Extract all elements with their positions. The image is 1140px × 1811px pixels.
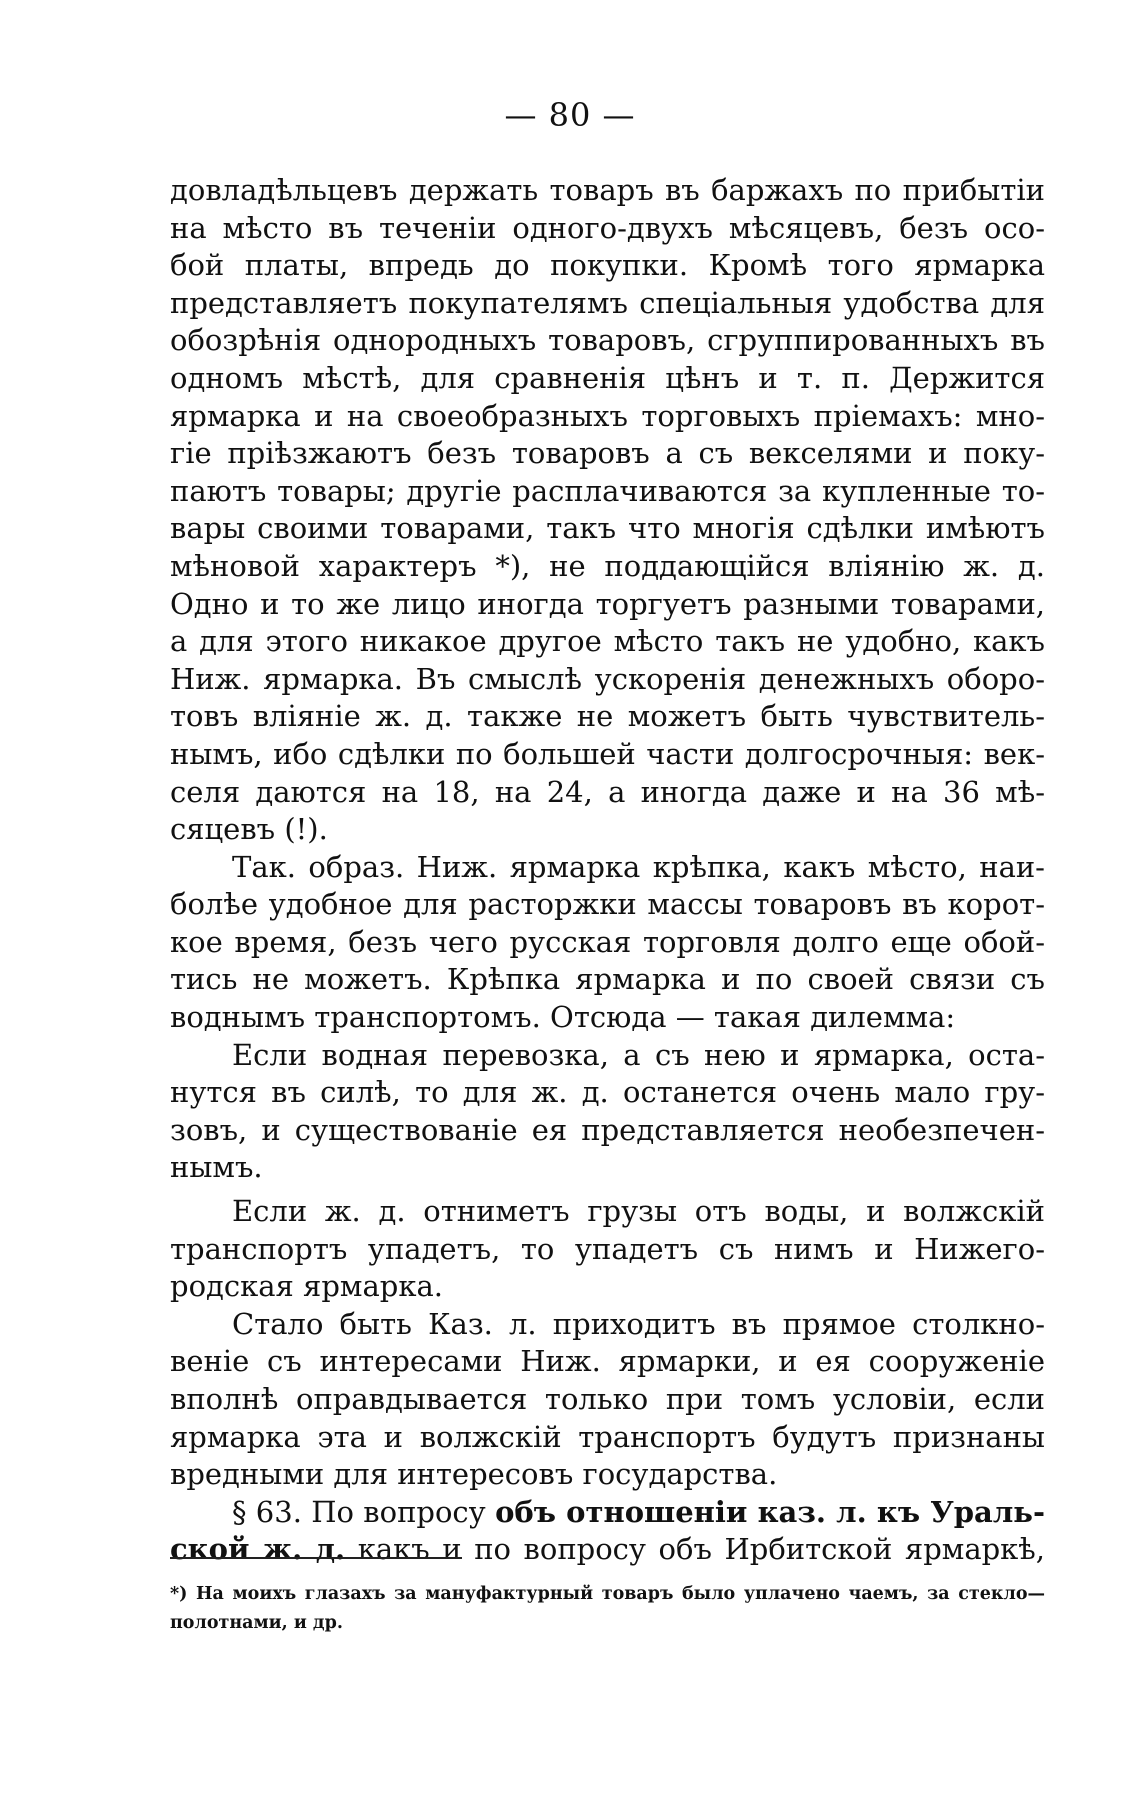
section-number: § 63. По вопросу — [232, 1494, 486, 1529]
section-text: какъ и по вопросу объ Ирбитской ярмаркѣ, — [357, 1532, 1046, 1567]
footnote — [170, 1580, 1045, 1638]
section-heading-line — [170, 1494, 1045, 1532]
text-line: представляетъ покупателямъ спеціальныя удобства для — [170, 285, 1045, 320]
text-line: Если ж. д. отниметъ грузы отъ воды, и волжскій — [232, 1194, 1045, 1229]
page-number: — 80 — — [504, 96, 636, 134]
section-heading-bold: объ отношеніи каз. л. къ Ураль- — [495, 1494, 1046, 1529]
text-line: ярмарка и на своеобразныхъ торговыхъ пріемахъ: мно- — [170, 398, 1045, 433]
text-line: ярмарка эта и волжскій транспортъ будутъ признаны — [170, 1419, 1045, 1454]
text-line: родская ярмарка. — [170, 1269, 443, 1304]
text-line: бой платы, впредь до покупки. Кромѣ того ярмарка — [170, 248, 1045, 283]
text-line: сяцевъ (!). — [170, 812, 328, 847]
text-line: нымъ, ибо сдѣлки по большей части долгосрочныя: век- — [170, 736, 1045, 771]
text-line: транспортъ упадетъ, то упадетъ съ нимъ и Нижего- — [170, 1231, 1045, 1266]
text-line: Так. образ. Ниж. ярмарка крѣпка, какъ мѣсто, наи- — [232, 849, 1045, 884]
text-line: гіе пріѣзжаютъ безъ товаровъ а съ векселями и поку- — [170, 436, 1045, 471]
text-line: вполнѣ оправдывается только при томъ условіи, если — [170, 1382, 1045, 1416]
text-line: кое время, безъ чего русская торговля долго еще обой- — [170, 924, 1045, 959]
text-line: паютъ товары; другіе расплачиваются за купленные то- — [170, 473, 1045, 508]
text-line: довладѣльцевъ держать товаръ въ баржахъ по прибытіи — [170, 173, 1045, 207]
text-line: а для этого никакое другое мѣсто такъ не удобно, какъ — [170, 624, 1045, 659]
text-line: мѣновой характеръ *), не поддающійся вліянію ж. д. — [170, 548, 1045, 583]
footnote-line: полотнами, и др. — [170, 1613, 343, 1633]
text-line: вредными для интересовъ государства. — [170, 1457, 778, 1492]
text-line: нутся въ силѣ, то для ж. д. останется очень мало гру- — [170, 1075, 1045, 1110]
text-line: нымъ. — [170, 1150, 263, 1185]
text-line: селя даются на 18, на 24, а иногда даже и на 36 мѣ- — [170, 774, 1045, 809]
paragraph — [170, 1306, 1045, 1494]
text-line: тись не можетъ. Крѣпка ярмарка и по своей связи съ — [170, 962, 1045, 997]
text-line: Одно и то же лицо иногда торгуетъ разными товарами, — [170, 586, 1045, 621]
text-line: обозрѣнія однородныхъ товаровъ, сгруппированныхъ въ — [170, 323, 1045, 358]
footnote-divider — [170, 1557, 462, 1559]
text-line: воднымъ транспортомъ. Отсюда — такая дилемма: — [170, 1000, 956, 1035]
section-heading-line — [170, 1531, 1045, 1569]
text-line: Ниж. ярмарка. Въ смыслѣ ускоренія денежныхъ оборо- — [170, 661, 1045, 696]
body-text — [170, 172, 1045, 1569]
paragraph — [170, 1037, 1045, 1187]
paragraph — [170, 849, 1045, 1037]
text-line: одномъ мѣстѣ, для сравненія цѣнъ и т. п. Держится — [170, 360, 1045, 395]
paragraph — [170, 1193, 1045, 1306]
text-line: Если водная перевозка, а съ нею и ярмарка, оста- — [232, 1037, 1045, 1072]
text-line: вары своими товарами, такъ что многія сдѣлки имѣютъ — [170, 511, 1045, 546]
text-line: зовъ, и существованіе ея представляется необезпечен- — [170, 1112, 1045, 1147]
section-heading-bold: ской ж. д. — [170, 1532, 346, 1567]
paragraph — [170, 172, 1045, 849]
text-line: на мѣсто въ теченіи одного-двухъ мѣсяцевъ, безъ осо- — [170, 210, 1045, 245]
text-line: Стало быть Каз. л. приходитъ въ прямое столкно- — [232, 1306, 1045, 1341]
footnote-line: *) На моихъ глазахъ за мануфактурный товаръ было уплачено чаемъ, за стекло— — [170, 1584, 1045, 1604]
text-line: товъ вліяніе ж. д. также не можетъ быть чувствитель- — [170, 699, 1045, 734]
text-line: веніе съ интересами Ниж. ярмарки, и ея сооруженіе — [170, 1344, 1045, 1379]
text-line: болѣе удобное для расторжки массы товаровъ въ корот- — [170, 887, 1045, 922]
